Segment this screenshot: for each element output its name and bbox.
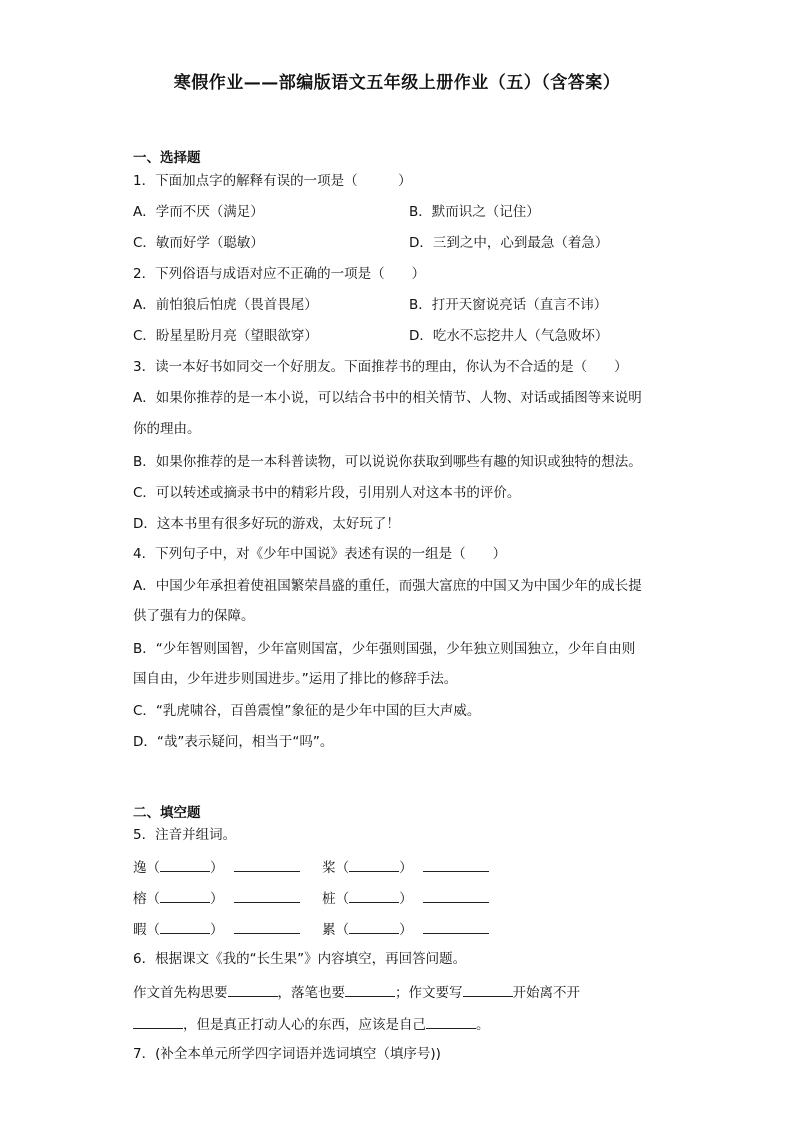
q3-stem: 3．读一本好书如同交一个好朋友。下面推荐书的理由，你认为不合适的是（ ） xyxy=(133,359,628,375)
q6-text: 作文首先构思要 xyxy=(133,985,228,1001)
q5-char: 累 xyxy=(322,922,336,938)
q4-option-d: D．“哉”表示疑问，相当于“吗”。 xyxy=(133,734,334,750)
q5-char: 暇 xyxy=(133,922,147,938)
q5-row-3: 暇（ ） 累（ ） xyxy=(133,919,489,939)
word-blank[interactable] xyxy=(234,888,300,903)
q7-stem: 7．(补全本单元所学四字词语并选词填空（填序号)) xyxy=(133,1046,441,1062)
q5-char: 榕 xyxy=(133,891,147,907)
q1-option-b: B．默而识之（记住） xyxy=(409,204,540,220)
q1-option-c: C．敏而好学（聪敏） xyxy=(133,235,264,251)
fill-blank[interactable] xyxy=(345,982,395,997)
q1-stem: 1．下面加点字的解释有误的一项是（ ） xyxy=(133,173,412,189)
q6-text: ；作文要写 xyxy=(395,985,463,1001)
q3-option-c: C．可以转述或摘录书中的精彩片段，引用别人对这本书的评价。 xyxy=(133,485,521,501)
q3-option-a-line1: A．如果你推荐的是一本小说，可以结合书中的相关情节、人物、对话或插图等来说明 xyxy=(133,390,642,406)
word-blank[interactable] xyxy=(234,857,300,872)
q4-stem: 4．下列句子中，对《少年中国说》表述有误的一组是（ ） xyxy=(133,546,507,562)
fill-blank[interactable] xyxy=(426,1014,476,1029)
q6-stem: 6．根据课文《我的“长生果”》内容填空，再回答问题。 xyxy=(133,951,467,967)
page-title: 寒假作业——部编版语文五年级上册作业（五）（含答案） xyxy=(173,73,621,93)
q1-option-d: D．三到之中，心到最急（着急） xyxy=(409,235,609,251)
q6-text: 。 xyxy=(476,1017,490,1033)
q5-stem: 5．注音并组词。 xyxy=(133,827,237,843)
q2-stem: 2．下列俗语与成语对应不正确的一项是（ ） xyxy=(133,266,426,282)
q3-option-d: D．这本书里有很多好玩的游戏，太好玩了！ xyxy=(133,516,400,532)
q5-char: 桩 xyxy=(322,891,336,907)
q2-option-b: B．打开天窗说亮话（直言不讳） xyxy=(409,297,608,313)
q6-line-1 xyxy=(133,982,580,1002)
pinyin-blank[interactable] xyxy=(349,857,399,872)
q2-option-c: C．盼星星盼月亮（望眼欲穿） xyxy=(133,328,318,344)
q2-option-d: D．吃水不忘挖井人（气急败坏） xyxy=(409,328,609,344)
pinyin-blank[interactable] xyxy=(160,857,210,872)
q1-option-a: A．学而不厌（满足） xyxy=(133,204,264,220)
q4-option-a-line2: 供了强有力的保障。 xyxy=(133,608,255,624)
section-heading-choice: 一、选择题 xyxy=(133,150,201,166)
q4-option-b-line1: B．“少年智则国智，少年富则国富，少年强则国强，少年独立则国独立，少年自由则 xyxy=(133,641,636,657)
fill-blank[interactable] xyxy=(228,982,278,997)
word-blank[interactable] xyxy=(423,919,489,934)
q4-option-b-line2: 国自由，少年进步则国进步。”运用了排比的修辞手法。 xyxy=(133,671,458,687)
q6-text: ，落笔也要 xyxy=(277,985,345,1001)
q6-line-2 xyxy=(133,1014,490,1034)
word-blank[interactable] xyxy=(234,919,300,934)
q3-option-b: B．如果你推荐的是一本科普读物，可以说说你获取到哪些有趣的知识或独特的想法。 xyxy=(133,454,642,470)
fill-blank[interactable] xyxy=(463,982,513,997)
pinyin-blank[interactable] xyxy=(349,919,399,934)
q3-option-a-line2: 你的理由。 xyxy=(133,421,201,437)
section-heading-fill: 二、填空题 xyxy=(133,805,201,821)
pinyin-blank[interactable] xyxy=(160,888,210,903)
q6-text: 开始离不开 xyxy=(512,985,580,1001)
word-blank[interactable] xyxy=(423,857,489,872)
q6-text: ，但是真正打动人心的东西，应该是自己 xyxy=(183,1017,426,1033)
q2-option-a: A．前怕狼后怕虎（畏首畏尾） xyxy=(133,297,318,313)
q5-row-1: 逸（ ） 桨（ ） xyxy=(133,857,489,877)
pinyin-blank[interactable] xyxy=(160,919,210,934)
fill-blank[interactable] xyxy=(133,1014,183,1029)
pinyin-blank[interactable] xyxy=(349,888,399,903)
q4-option-a-line1: A．中国少年承担着使祖国繁荣昌盛的重任，而强大富庶的中国又为中国少年的成长提 xyxy=(133,578,642,594)
q4-option-c: C．“乳虎啸谷，百兽震惶”象征的是少年中国的巨大声威。 xyxy=(133,703,481,719)
q5-char: 桨 xyxy=(322,860,336,876)
word-blank[interactable] xyxy=(423,888,489,903)
q5-char: 逸 xyxy=(133,860,147,876)
q5-row-2: 榕（ ） 桩（ ） xyxy=(133,888,489,908)
